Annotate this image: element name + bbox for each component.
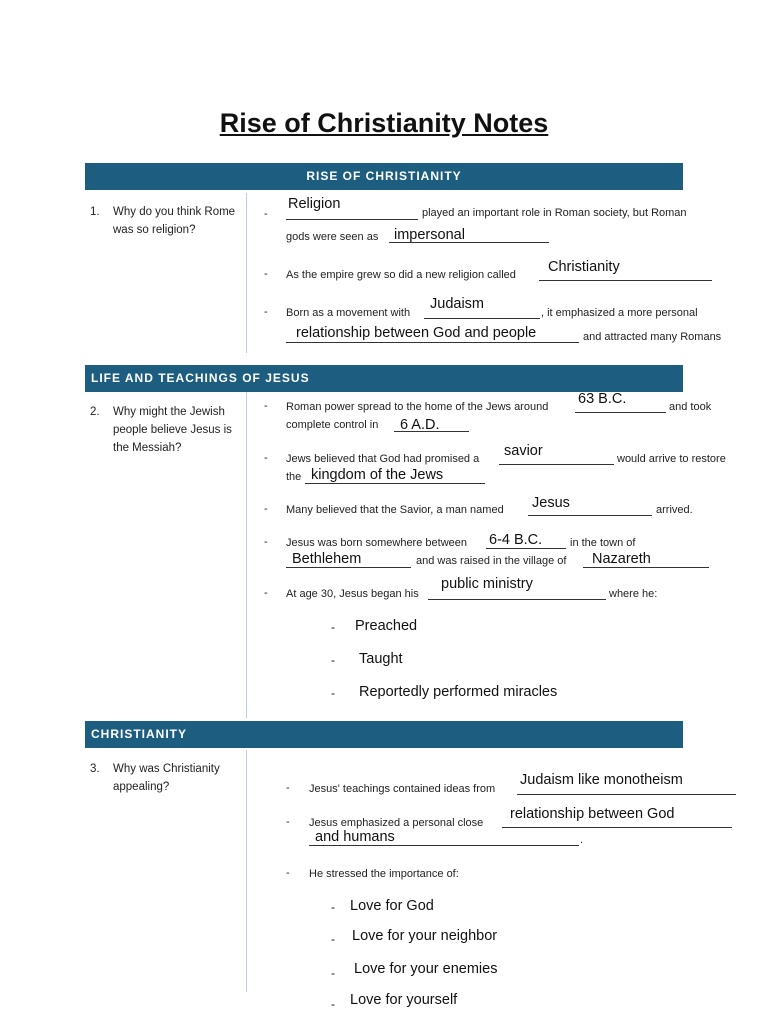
note-text: and was raised in the village of (416, 555, 567, 567)
answer-blank[interactable] (424, 318, 540, 319)
answer-blank[interactable] (517, 794, 736, 795)
question-text: Why do you think Rome was so religion? (113, 206, 236, 236)
note-text: , it emphasized a more personal (541, 307, 698, 319)
handwritten-answer: Judaism (430, 296, 484, 312)
note-text: would arrive to restore (617, 453, 726, 465)
bullet-dash: - (264, 400, 268, 412)
note-text: Jesus was born somewhere between (286, 537, 467, 549)
answer-blank[interactable] (286, 342, 579, 343)
note-text: and took (669, 401, 712, 413)
handwritten-answer: kingdom of the Jews (311, 467, 444, 483)
note-text: played an important role in Roman society, but Roman (422, 207, 687, 219)
column-divider (246, 750, 247, 992)
note-text: Roman power spread to the home of the Jews around (286, 401, 549, 413)
answer-blank[interactable] (486, 548, 566, 549)
note-text: Jesus emphasized a personal close (309, 817, 484, 829)
note-text: the (286, 471, 302, 483)
page-title: Rise of Christianity Notes (219, 108, 549, 138)
handwritten-answer: relationship between God and people (296, 325, 537, 341)
note-text: gods were seen as (286, 231, 379, 243)
sub-bullet-dash: - (331, 900, 335, 914)
answer-blank[interactable] (309, 845, 579, 846)
answer-blank[interactable] (305, 483, 485, 484)
note-text: arrived. (656, 504, 693, 516)
note-text: Jesus' teachings contained ideas from (309, 783, 496, 795)
sub-bullet-dash: - (331, 997, 335, 1011)
question-1 (90, 203, 240, 239)
note-text: in the town of (570, 537, 636, 549)
ministry-item: Reportedly performed miracles (359, 684, 558, 700)
handwritten-answer: impersonal (394, 227, 465, 243)
handwritten-answer: Christianity (548, 259, 620, 275)
note-text: Born as a movement with (286, 307, 411, 319)
note-text: As the empire grew so did a new religion called (286, 269, 516, 281)
bullet-dash: - (264, 536, 268, 548)
handwritten-answer: 63 B.C. (578, 391, 627, 407)
bullet-dash: - (264, 208, 268, 220)
note-text: . (580, 834, 584, 846)
note-text: Jews believed that God had promised a (286, 453, 480, 465)
handwritten-answer: 6-4 B.C. (489, 532, 543, 548)
note-text: He stressed the importance of: (309, 868, 459, 880)
handwritten-answer: Judaism like monotheism (520, 772, 683, 788)
ministry-item: Preached (355, 618, 418, 634)
note-text: complete control in (286, 419, 379, 431)
answer-blank[interactable] (499, 464, 614, 465)
bullet-dash: - (264, 306, 268, 318)
bullet-dash: - (264, 587, 268, 599)
answer-blank[interactable] (286, 567, 411, 568)
question-text: Why might the Jewish people believe Jesus is the Messiah? (113, 406, 232, 454)
sub-bullet-dash: - (331, 966, 335, 980)
column-divider (246, 392, 247, 718)
question-number: 1. (90, 206, 100, 218)
sub-bullet-dash: - (331, 932, 335, 946)
love-item: Love for yourself (350, 992, 458, 1008)
question-number: 3. (90, 763, 100, 775)
sub-bullet-dash: - (331, 620, 335, 634)
answer-blank[interactable] (502, 827, 732, 828)
handwritten-answer: Nazareth (592, 551, 651, 567)
handwritten-answer: savior (504, 443, 543, 459)
answer-blank[interactable] (428, 599, 606, 600)
handwritten-answer: Bethlehem (292, 551, 362, 567)
note-text: where he: (609, 588, 658, 600)
question-text: Why was Christianity appealing? (113, 763, 220, 793)
note-text: and attracted many Romans (583, 331, 722, 343)
section-header-life: LIFE AND TEACHINGS OF JESUS (85, 365, 683, 392)
answer-blank[interactable] (583, 567, 709, 568)
bullet-dash: - (286, 867, 290, 879)
handwritten-answer: 6 A.D. (400, 417, 440, 433)
column-divider (246, 193, 247, 353)
answer-blank[interactable] (539, 280, 712, 281)
bullet-dash: - (286, 782, 290, 794)
sub-bullet-dash: - (331, 686, 335, 700)
handwritten-answer: public ministry (441, 576, 533, 592)
sub-bullet-dash: - (331, 653, 335, 667)
ministry-item: Taught (359, 651, 403, 667)
question-3 (90, 760, 240, 796)
bullet-dash: - (286, 816, 290, 828)
note-text: Many believed that the Savior, a man named (286, 504, 504, 516)
handwritten-answer: Jesus (532, 495, 570, 511)
handwritten-answer: relationship between God (510, 806, 675, 822)
bullet-dash: - (264, 503, 268, 515)
love-item: Love for God (350, 898, 434, 914)
love-item: Love for your enemies (354, 961, 498, 977)
bullet-dash: - (264, 452, 268, 464)
question-2 (90, 403, 240, 457)
section-header-christianity: CHRISTIANITY (85, 721, 683, 748)
handwritten-answer: and humans (315, 829, 395, 845)
note-text: At age 30, Jesus began his (286, 588, 419, 600)
question-number: 2. (90, 406, 100, 418)
love-item: Love for your neighbor (352, 928, 498, 944)
answer-blank[interactable] (286, 219, 418, 220)
answer-blank[interactable] (575, 412, 666, 413)
section-header-rise: RISE OF CHRISTIANITY (85, 163, 683, 190)
bullet-dash: - (264, 268, 268, 280)
handwritten-answer: Religion (288, 196, 341, 212)
answer-blank[interactable] (528, 515, 652, 516)
